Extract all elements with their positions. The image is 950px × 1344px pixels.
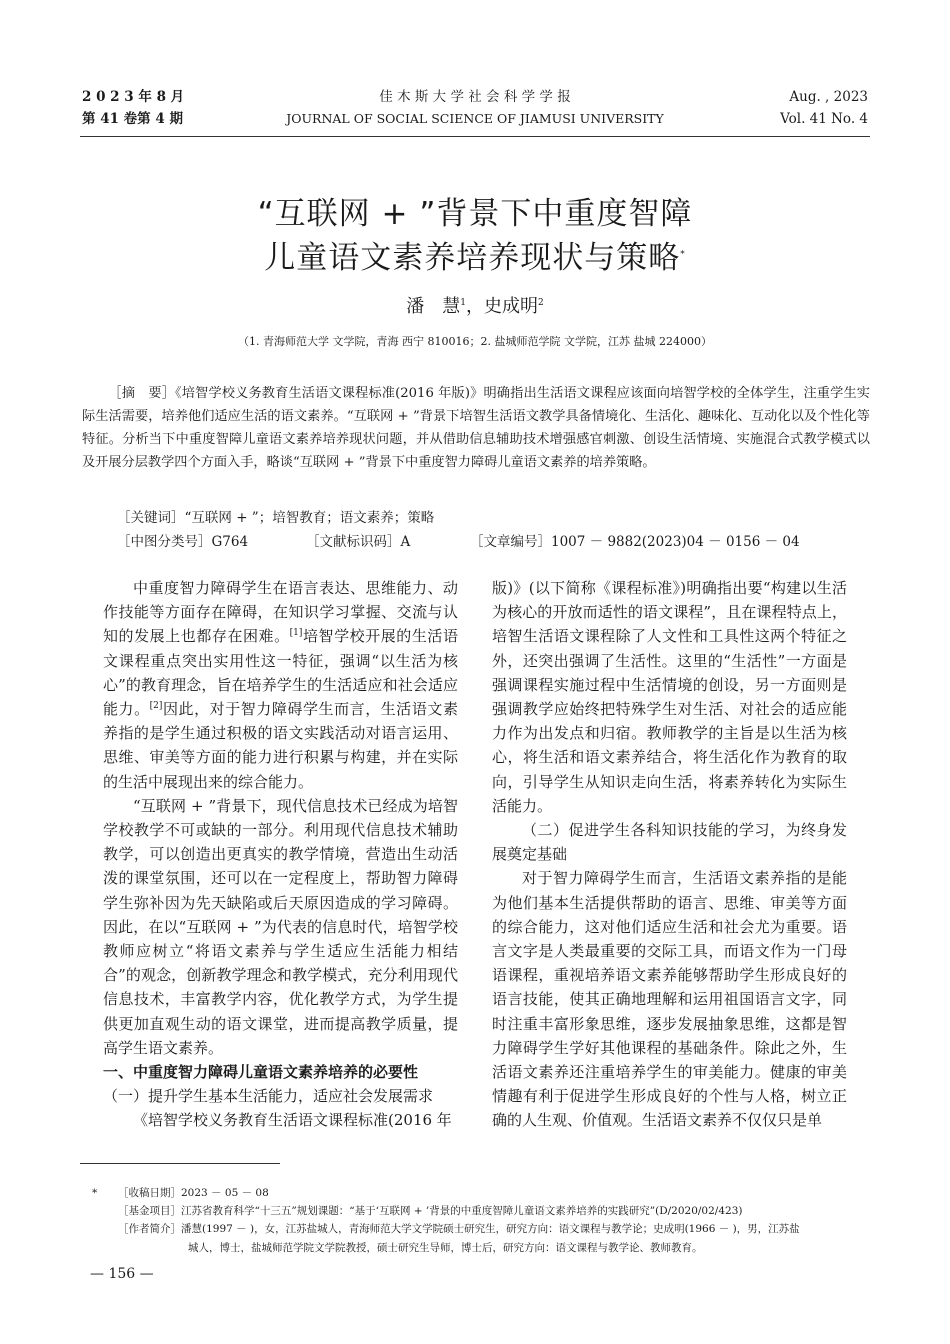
footnote-divider [80, 1163, 280, 1164]
body-column-left [103, 576, 458, 1133]
footnote-mark: * [92, 1187, 98, 1199]
journal-name-en: JOURNAL OF SOCIAL SCIENCE OF JIAMUSI UNIVERSITY [286, 111, 664, 126]
title-footnote-mark: * [680, 249, 686, 260]
subsection-heading: （二）促进学生各科知识技能的学习，为终身发展奠定基础 [492, 821, 847, 864]
paragraph: 《培智学校义务教育生活语文课程标准(2016 年 [133, 1111, 452, 1130]
citation-ref: [2] [149, 701, 163, 712]
authors [0, 292, 950, 318]
author-1-affil: 1 [460, 298, 466, 308]
header-date-en: Aug. , 2023 [789, 89, 868, 105]
abstract-text: 《培智学校义务教育生活语文课程标准(2016 年版)》明确指出生活语文课程应该面向培智学校的全体学生，注重学生实际生活需要，培养他们适应生活的语文素养。“互联网 + ”背景下培智生活语文教学具备情境化、生活化、趣味化、互动化以及个性化等特征。分析当下中重度智障儿童语文素养培养现状问题，并从借助信息辅助技术增强感官刺激、创设生活情境、实施混合式教学模式以及开展分层教学四个方面入手，略谈“互联网 + ”背景下中重度智力障碍儿童语文素养的培养策略。 [82, 386, 870, 470]
author-1: 潘 慧 [406, 296, 461, 317]
clc-number [117, 530, 248, 550]
citation-ref: [1] [289, 628, 303, 639]
article-number [470, 530, 800, 550]
abstract [82, 382, 870, 474]
header-issue-info-en [780, 86, 868, 130]
header-volume-en: Vol. 41 No. 4 [780, 111, 868, 127]
keywords-label: ［关键词］ [117, 510, 185, 526]
body-column-right [492, 576, 847, 1133]
title-line-2: 儿童语文素养培养现状与策略 [264, 240, 681, 276]
journal-name-cn: 佳 木 斯 大 学 社 会 科 学 学 报 [379, 89, 571, 105]
author-2: 史成明 [484, 296, 538, 317]
clc-label: ［中图分类号］ [117, 534, 212, 550]
paragraph: 中重度智力障碍学生在语言表达、思维能力、动作技能等方面存在障碍，在知识学习掌握、交流与认知的发展上也都存在困难。[1]培智学校开展的生活语文课程重点突出实用性这一特征，强调“以生活为核心”的教育理念，旨在培养学生的生活适应和社会适应能力。[2]因此，对于智力障碍学生而言，生活语文素养指的是学生通过积极的语文实践活动对语言运用、思维、审美等方面的能力进行积累与构建，并在实际的生活中展现出来的综合能力。 [103, 579, 458, 791]
paragraph: “互联网 + ”背景下，现代信息技术已经成为培智学校教学不可或缺的一部分。利用现代信息技术辅助教学，可以创造出更真实的教学情境，营造出生动活泼的课堂氛围，还可以在一定程度上，帮助智力障碍学生弥补因为先天缺陷或后天原因造成的学习障碍。因此，在以“互联网 + ”为代表的信息时代，培智学校教师应树立“将语文素养与学生适应生活能力相结合”的观念，创新教学理念和教学模式，充分利用现代信息技术，丰富教学内容，优化教学方式，为学生提供更加直观生动的语文课堂，进而提高教学质量，提高学生语文素养。 [103, 796, 458, 1057]
header-divider [80, 136, 870, 137]
clc-value: G764 [211, 534, 249, 550]
paragraph: 版)》(以下简称《课程标准》)明确指出要“构建以生活为核心的开放而适性的语文课程”，且在课程特点上，培智生活语文课程除了人文性和工具性这两个特征之外，还突出强调了生活性。这里的“生活性”一方面是强调课程实施过程中生活情境的创设，另一方面则是强调教学应始终把特殊学生对生活、对社会的适应能力作为出发点和归宿。教师教学的主旨是以生活为核心，将生活和语文素养结合，将生活化作为教育的取向，引导学生从知识走向生活，将素养转化为实际生活能力。 [492, 579, 847, 815]
footnote-fund: ［基金项目］江苏省教育科学“十三五”规划课题：“基于‘互联网 + ’背景的中重度智障儿童语文素养培养的实践研究”(D/2020/02/423) [118, 1205, 743, 1217]
footnote-bio-cont: 城人，博士，盐城师范学院文学院教授，硕士研究生导师，博士后，研究方向：语文课程与教学论、教师教育。 [188, 1242, 703, 1254]
page-number: — 156 — [90, 1266, 154, 1282]
keywords-text: “互联网 + ”；培智教育；语文素养；策略 [184, 510, 435, 526]
doc-code-label: ［文献标识码］ [306, 534, 401, 550]
header-volume: 第 41 卷第 4 期 [82, 111, 183, 127]
article-title [0, 192, 950, 280]
paragraph: 对于智力障碍学生而言，生活语文素养指的是能为他们基本生活提供帮助的语言、思维、审美等方面的综合能力，这对他们适应生活和社会尤为重要。语言文字是人类最重要的交际工具，而语文作为一门母语课程，重视培养语文素养能够帮助学生形成良好的语言技能，使其正确地理解和运用祖国语言文字，同时注重丰富形象思维，逐步发展抽象思维，这都是智力障碍学生学好其他课程的基础条件。除此之外，生活语文素养还注重培养学生的审美能力。健康的审美情趣有利于促进学生形成良好的个性与人格，树立正确的人生观、价值观。生活语文素养不仅仅只是单 [492, 869, 847, 1130]
author-separator: ， [466, 296, 484, 317]
article-no-label: ［文章编号］ [470, 534, 551, 550]
abstract-label: ［摘 要］ [108, 386, 176, 401]
keywords [117, 506, 434, 526]
article-no-value: 1007 － 9882(2023)04 － 0156 － 04 [551, 534, 800, 550]
author-2-affil: 2 [538, 298, 544, 308]
subsection-heading: （一）提升学生基本生活能力，适应社会发展需求 [103, 1087, 434, 1106]
footnote-bio: ［作者简介］潘慧(1997 － )，女，江苏盐城人，青海师范大学文学院硕士研究生，研究方向：语文课程与教学论；史成明(1966 － )，男，江苏盐 [118, 1223, 800, 1235]
footnote-received: ［收稿日期］2023 － 05 － 08 [118, 1187, 269, 1199]
affiliation: （1. 青海师范大学 文学院，青海 西宁 810016；2. 盐城师范学院 文学院，江苏 盐城 224000） [238, 335, 712, 348]
document-code [306, 530, 410, 550]
title-line-1: “互联网 + ”背景下中重度智障 [257, 196, 693, 232]
section-heading: 一、中重度智力障碍儿童语文素养培养的必要性 [103, 1063, 419, 1082]
doc-code-value: A [400, 534, 411, 550]
header-date: 2 0 2 3 年 8 月 [82, 89, 185, 105]
